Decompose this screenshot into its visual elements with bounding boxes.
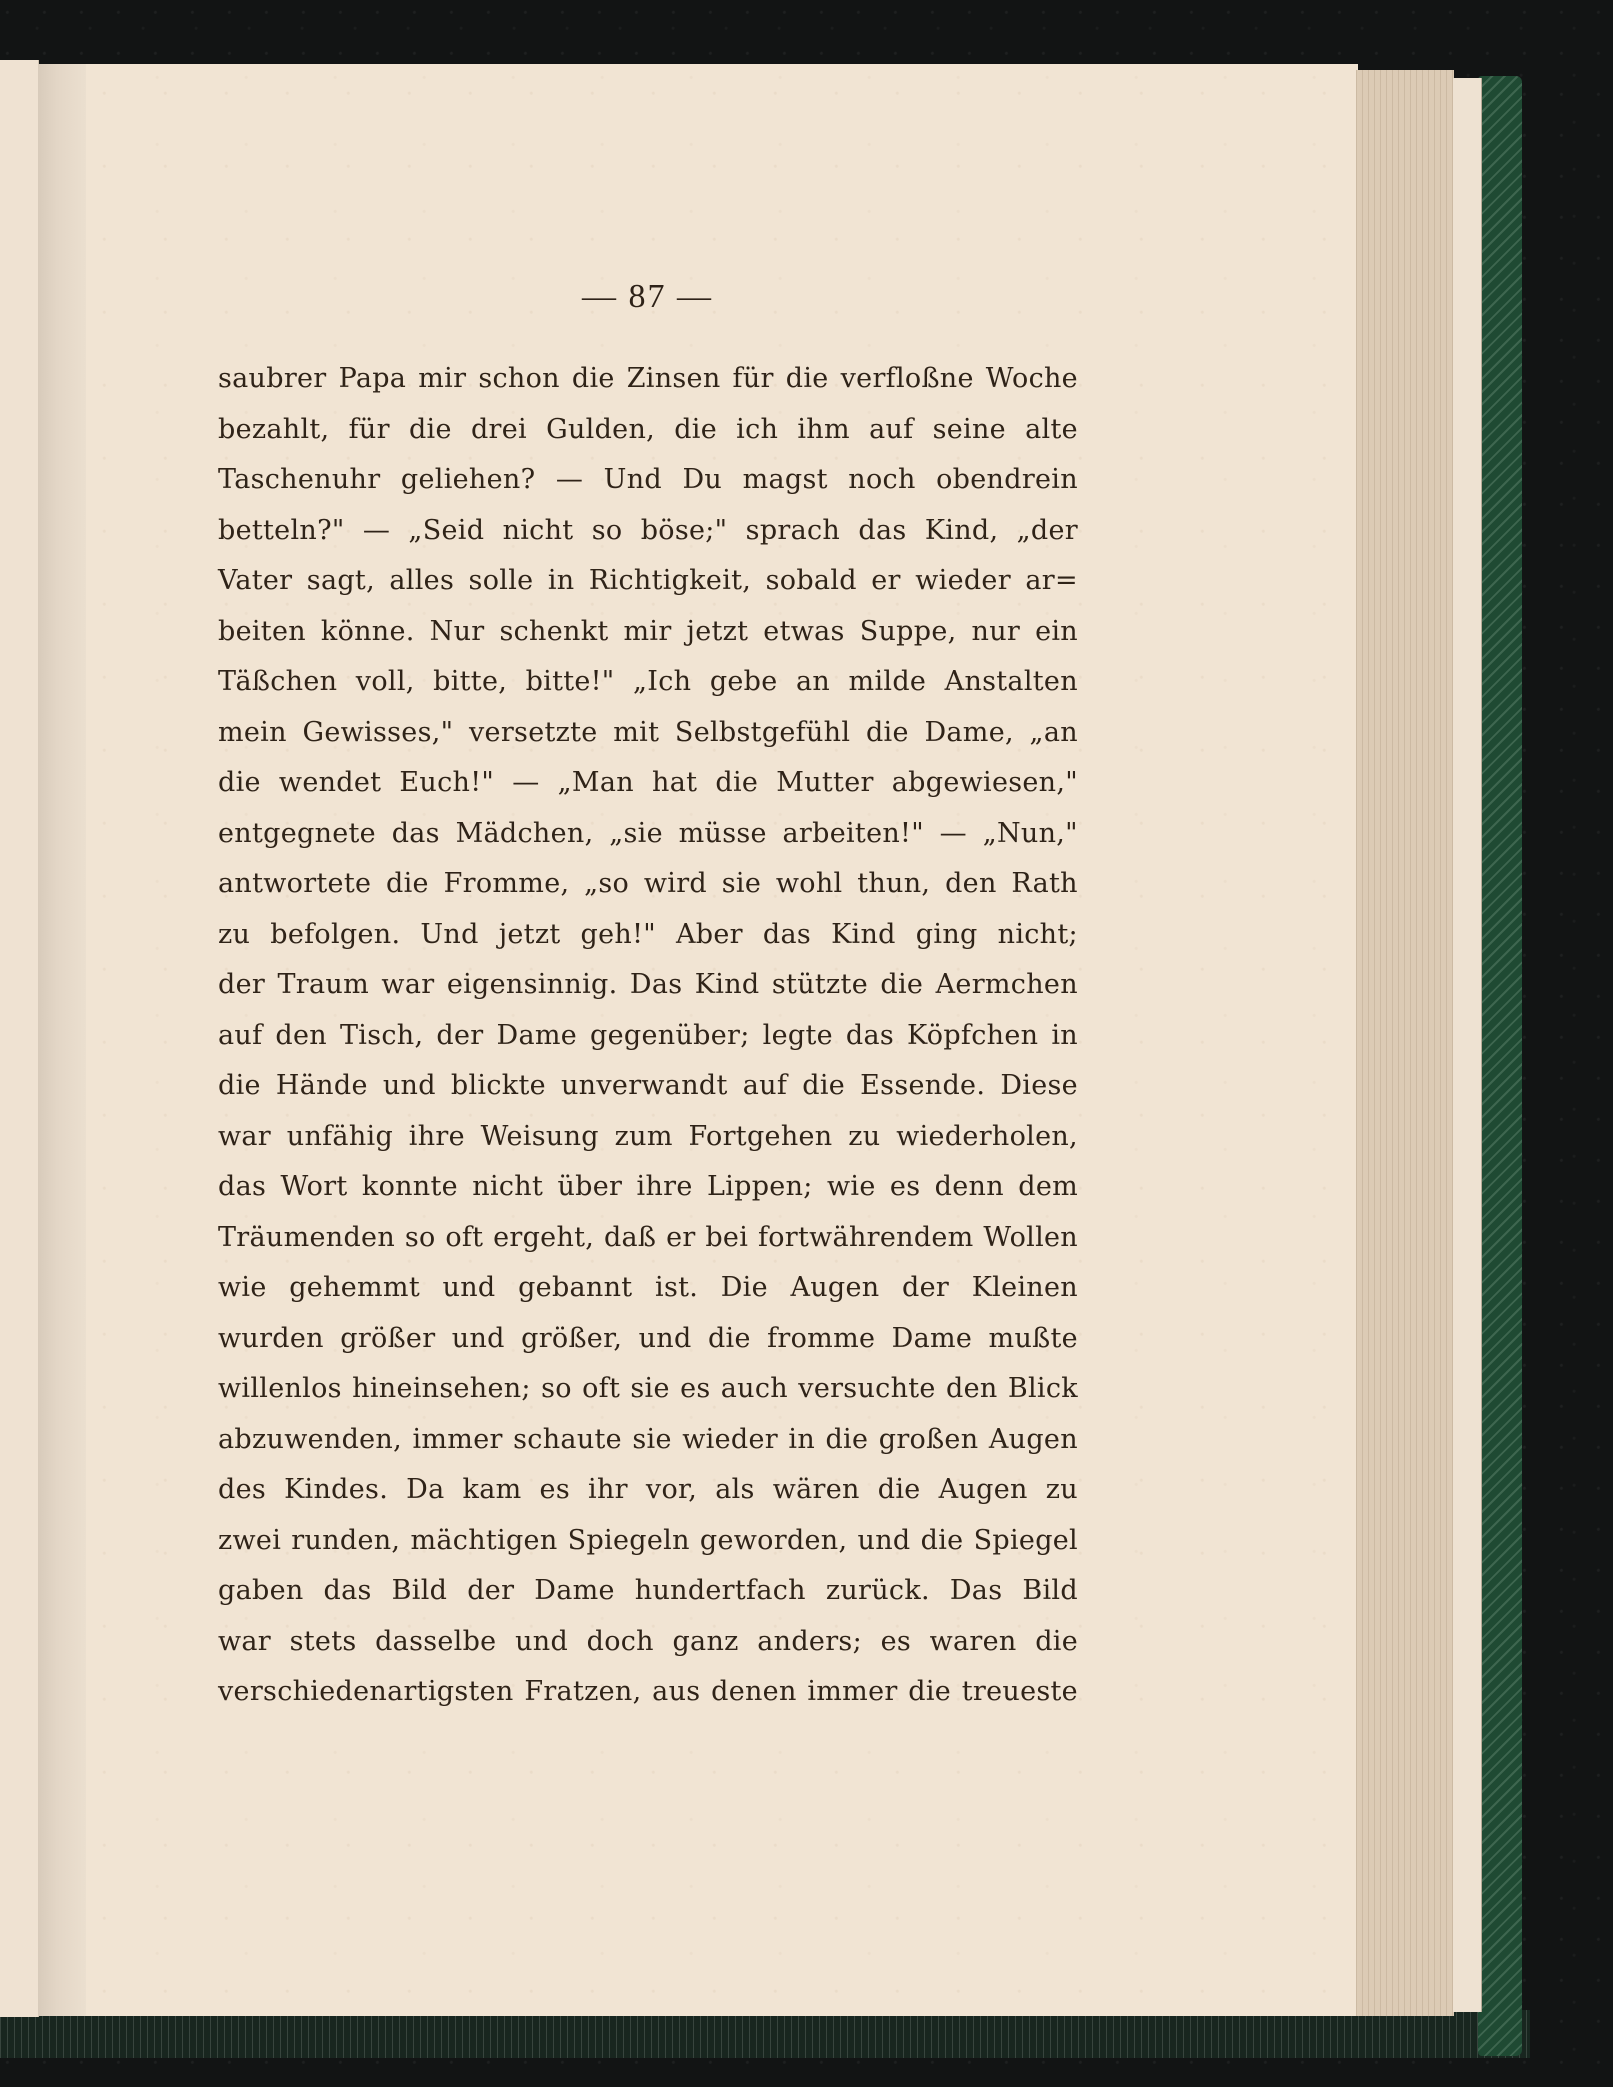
text-line — [218, 1465, 1078, 1516]
word: betteln?" — [218, 514, 345, 546]
word: ihre — [408, 1120, 465, 1152]
text-line — [218, 657, 1078, 708]
word: antwortete — [218, 868, 372, 899]
text-line — [218, 960, 1078, 1011]
word: wird — [643, 868, 707, 899]
word: „Ich — [632, 666, 692, 697]
word: stets — [289, 1625, 357, 1657]
word: Taschenuhr — [218, 464, 381, 495]
word: obendrein — [936, 464, 1078, 495]
word: immer — [807, 1676, 898, 1707]
word: es — [889, 1171, 921, 1202]
text-line — [218, 809, 1078, 860]
text-line — [218, 1566, 1078, 1617]
word: ist. — [655, 1272, 699, 1303]
word: schon — [478, 363, 560, 394]
word: die — [825, 1423, 869, 1455]
text-line — [218, 405, 1078, 456]
word: die — [218, 1070, 261, 1101]
word: „Man — [557, 767, 634, 798]
word: war — [381, 969, 435, 1000]
text-line — [218, 1162, 1078, 1213]
word: auch — [720, 1373, 788, 1404]
word: die — [785, 363, 829, 394]
word: dem — [1018, 1171, 1078, 1202]
word: befolgen. — [270, 918, 401, 950]
book-cover-bottom-edge — [0, 2010, 1530, 2058]
word: treueste — [961, 1676, 1078, 1707]
word: sobald — [765, 565, 857, 596]
word: auf — [218, 1019, 263, 1051]
word: mein — [218, 716, 287, 748]
word: willenlos — [218, 1373, 342, 1404]
word: wären — [772, 1474, 860, 1505]
word: Kind — [831, 918, 896, 950]
word: Tisch, — [339, 1019, 424, 1051]
word: Wollen — [983, 1221, 1078, 1253]
word: Spiegeln — [567, 1524, 690, 1556]
word: nur — [971, 615, 1021, 647]
word: — — [512, 767, 540, 798]
word: es — [880, 1625, 912, 1657]
word: aus — [652, 1676, 701, 1707]
text-line — [218, 1364, 1078, 1415]
word: für — [732, 363, 774, 394]
word: hundertfach — [634, 1575, 806, 1606]
word: Hände — [275, 1070, 368, 1101]
word: war — [218, 1625, 272, 1657]
word: Nur — [429, 615, 485, 647]
text-line — [218, 910, 1078, 961]
word: die — [218, 767, 261, 798]
text-line — [218, 758, 1078, 809]
word: saubrer — [218, 363, 327, 394]
word: bei — [705, 1221, 749, 1253]
word: Anstalten — [944, 666, 1078, 697]
word: Dame — [496, 1019, 578, 1051]
word: Papa — [338, 363, 407, 394]
word: zu — [218, 918, 251, 950]
word: abgewiesen," — [891, 767, 1078, 798]
word: Mädchen, — [455, 817, 594, 849]
word: vor, — [645, 1474, 698, 1505]
word: mit — [613, 716, 660, 748]
word: in — [547, 565, 575, 596]
word: wendet — [278, 767, 382, 798]
word: ihre — [636, 1171, 693, 1202]
word: Bild — [1022, 1575, 1078, 1606]
word: ar= — [1025, 565, 1078, 596]
word: runden, — [291, 1524, 401, 1556]
word: jetzt — [498, 918, 561, 950]
word: mir — [418, 363, 467, 394]
word: Köpfchen — [907, 1019, 1039, 1051]
word: eigensinnig. — [446, 969, 618, 1000]
word: wie — [218, 1272, 267, 1303]
word: unverwandt — [560, 1070, 728, 1101]
word: nicht — [472, 1171, 544, 1202]
word: Kind — [694, 969, 760, 1000]
word: die — [715, 767, 759, 798]
word: dasselbe — [375, 1625, 497, 1657]
text-line — [218, 1667, 1078, 1718]
word: ihm — [797, 413, 850, 445]
word: er — [871, 565, 901, 596]
word: die — [802, 1070, 846, 1101]
text-line — [218, 607, 1078, 658]
word: Essende. — [860, 1070, 986, 1101]
text-line — [218, 859, 1078, 910]
word: es — [539, 1474, 570, 1505]
word: Fortgehen — [688, 1120, 833, 1152]
text-line — [218, 506, 1078, 557]
book-cover-green — [1478, 76, 1522, 2056]
word: sagt, — [306, 565, 375, 596]
word: Richtigkeit, — [588, 565, 752, 596]
word: so — [591, 514, 623, 546]
word: gebannt — [518, 1272, 633, 1303]
word: an — [796, 666, 831, 697]
word: „sie — [609, 817, 663, 849]
word: Diese — [1000, 1070, 1078, 1101]
last-leaf-edge — [1453, 78, 1482, 2012]
word: oft — [445, 1221, 484, 1253]
word: nicht — [502, 514, 574, 546]
word: Du — [682, 464, 723, 495]
word: Selbstgefühl — [674, 716, 851, 748]
word: verschiedenartigsten — [218, 1676, 514, 1707]
word: die — [386, 868, 429, 899]
word: „Nun," — [982, 817, 1078, 849]
word: könne. — [320, 615, 415, 647]
word: Dame, — [924, 716, 1014, 748]
word: bezahlt, — [218, 413, 330, 445]
word: auf — [869, 413, 914, 445]
word: die — [707, 1322, 751, 1354]
word: noch — [848, 464, 916, 495]
word: thun, — [857, 868, 931, 899]
word: konnte — [361, 1171, 458, 1202]
word: Blick — [1007, 1373, 1078, 1404]
word: stützte — [771, 969, 868, 1000]
word: Vater — [218, 565, 293, 596]
word: Gulden, — [546, 413, 656, 445]
word: fortwährendem — [757, 1221, 974, 1253]
text-line — [218, 1617, 1078, 1668]
body-text — [218, 354, 1078, 1718]
word: die — [408, 413, 452, 445]
word: müsse — [678, 817, 767, 849]
word: Aermchen — [935, 969, 1078, 1000]
word: Woche — [985, 363, 1078, 394]
word: hineinsehen; — [352, 1373, 531, 1404]
word: verfloßne — [840, 363, 974, 394]
word: Und — [603, 464, 662, 495]
word: wiederholen, — [896, 1120, 1078, 1152]
word: ein — [1035, 615, 1078, 647]
word: waren — [929, 1625, 1017, 1657]
word: Augen — [938, 1474, 1028, 1505]
word: der — [436, 1019, 484, 1051]
word: und — [442, 1272, 496, 1303]
word: anders; — [757, 1625, 862, 1657]
page-gutter-shadow — [38, 64, 86, 2016]
word: sie — [721, 868, 762, 899]
word: Augen — [988, 1423, 1078, 1455]
word: das — [391, 817, 440, 849]
text-line — [218, 1516, 1078, 1567]
text-line — [218, 708, 1078, 759]
word: Und — [420, 918, 479, 950]
word: das — [762, 918, 812, 950]
text-line — [218, 1213, 1078, 1264]
word: jetzt — [686, 615, 749, 647]
word: ergeht, — [493, 1221, 595, 1253]
word: Da — [406, 1474, 445, 1505]
text-line — [218, 1415, 1078, 1466]
word: den — [945, 868, 997, 899]
word: ich — [736, 413, 779, 445]
word: ihr — [588, 1474, 628, 1505]
word: drei — [470, 413, 527, 445]
word: so — [541, 1373, 572, 1404]
word: seine — [932, 413, 1006, 445]
word: denen — [711, 1676, 797, 1707]
word: nicht; — [997, 918, 1078, 950]
word: wohl — [775, 868, 843, 899]
word: immer — [412, 1423, 503, 1455]
word: Dame — [534, 1575, 615, 1606]
word: die — [674, 413, 718, 445]
word: alte — [1025, 413, 1078, 445]
word: gehemmt — [289, 1272, 420, 1303]
word: bitte!" — [525, 666, 615, 697]
word: war — [218, 1120, 272, 1152]
word: des — [218, 1474, 267, 1505]
word: Täßchen — [218, 666, 338, 697]
word: wurden — [218, 1322, 324, 1354]
word: geh!" — [580, 918, 656, 950]
word: größer, — [521, 1322, 623, 1354]
word: Fromme, — [443, 868, 570, 899]
word: Bild — [391, 1575, 448, 1606]
word: geworden, — [699, 1524, 848, 1556]
word: Dame — [891, 1322, 973, 1354]
word: die — [880, 969, 924, 1000]
word: fromme — [767, 1322, 876, 1354]
word: geliehen? — [400, 464, 536, 495]
word: entgegnete — [218, 817, 376, 849]
word: schenkt — [499, 615, 609, 647]
word: beiten — [218, 615, 306, 647]
word: bitte, — [433, 666, 508, 697]
page-number: — 87 — — [582, 278, 713, 315]
word: das — [323, 1575, 372, 1606]
word: Wort — [280, 1171, 348, 1202]
word: und — [382, 1070, 436, 1101]
word: schaute — [513, 1423, 622, 1455]
word: die — [865, 716, 909, 748]
word: Das — [629, 969, 683, 1000]
word: Kind, — [924, 514, 999, 546]
word: solle — [468, 565, 534, 596]
word: abzuwenden, — [218, 1423, 403, 1455]
word: zum — [614, 1120, 673, 1152]
word: und — [638, 1322, 692, 1354]
word: magst — [742, 464, 828, 495]
word: der — [467, 1575, 515, 1606]
word: das — [858, 514, 907, 546]
word: „an — [1029, 716, 1078, 748]
word: sprach — [745, 514, 841, 546]
word: gebe — [709, 666, 778, 697]
word: das — [218, 1171, 267, 1202]
word: es — [680, 1373, 711, 1404]
text-line — [218, 1061, 1078, 1112]
text-line — [218, 1314, 1078, 1365]
word: wieder — [682, 1423, 778, 1455]
word: Gewisses," — [302, 716, 454, 748]
word: versuchte — [798, 1373, 936, 1404]
word: Traum — [277, 969, 369, 1000]
word: über — [557, 1171, 623, 1202]
word: Kindes. — [284, 1474, 389, 1505]
word: so — [404, 1221, 436, 1253]
word: — — [362, 514, 391, 546]
word: unfähig — [286, 1120, 394, 1152]
word: die — [1035, 1625, 1078, 1657]
page-stack-edge — [1356, 70, 1454, 2016]
word: daß — [603, 1221, 657, 1253]
word: blickte — [450, 1070, 546, 1101]
word: Rath — [1011, 868, 1078, 899]
word: böse;" — [640, 514, 728, 546]
word: doch — [586, 1625, 654, 1657]
word: „so — [584, 868, 630, 899]
word: Weisung — [480, 1120, 599, 1152]
word: „der — [1016, 514, 1078, 546]
text-line — [218, 354, 1078, 405]
word: Lippen; — [706, 1171, 813, 1202]
text-line — [218, 1011, 1078, 1062]
word: gaben — [218, 1575, 304, 1606]
word: sie — [630, 1373, 670, 1404]
word: den — [945, 1373, 998, 1404]
word: in — [788, 1423, 816, 1455]
word: Euch!" — [399, 767, 495, 798]
word: Aber — [676, 918, 743, 950]
word: sie — [632, 1423, 672, 1455]
word: ganz — [672, 1625, 739, 1657]
word: die — [908, 1676, 952, 1707]
word: das — [845, 1019, 895, 1051]
word: großen — [878, 1423, 979, 1455]
word: etwas — [763, 615, 845, 647]
word: gegenüber; — [590, 1019, 750, 1051]
word: voll, — [355, 666, 415, 697]
word: Das — [949, 1575, 1003, 1606]
word: zwei — [218, 1524, 282, 1556]
word: mir — [623, 615, 672, 647]
left-facing-page-edge — [0, 60, 39, 2017]
word: Fratzen, — [524, 1676, 642, 1707]
word: milde — [848, 666, 927, 697]
word: den — [275, 1019, 327, 1051]
text-line — [218, 1263, 1078, 1314]
word: Spiegel — [973, 1524, 1078, 1556]
word: der — [902, 1272, 950, 1303]
word: hat — [652, 767, 698, 798]
word: die — [920, 1524, 964, 1556]
text-line — [218, 556, 1078, 607]
word: versetzte — [469, 716, 598, 748]
word: alles — [389, 565, 455, 596]
word: Zinsen — [626, 363, 721, 394]
word: und — [451, 1322, 505, 1354]
word: mußte — [988, 1322, 1078, 1354]
word: die — [571, 363, 615, 394]
word: Kleinen — [971, 1272, 1078, 1303]
word: — — [555, 464, 584, 495]
word: Augen — [790, 1272, 880, 1303]
word: legte — [762, 1019, 833, 1051]
word: zurück. — [825, 1575, 930, 1606]
word: zu — [1045, 1474, 1078, 1505]
word: wieder — [915, 565, 1011, 596]
word: — — [939, 817, 967, 849]
word: Die — [720, 1272, 768, 1303]
word: die — [877, 1474, 921, 1505]
word: kam — [462, 1474, 522, 1505]
word: und — [857, 1524, 911, 1556]
word: Träumenden — [218, 1221, 396, 1253]
word: auf — [742, 1070, 788, 1101]
word: mächtigen — [410, 1524, 558, 1556]
word: „Seid — [408, 514, 485, 546]
text-line — [218, 1112, 1078, 1163]
word: für — [348, 413, 390, 445]
word: ging — [915, 918, 978, 950]
word: Suppe, — [859, 615, 957, 647]
word: zu — [848, 1120, 881, 1152]
word: in — [1051, 1019, 1078, 1051]
word: als — [715, 1474, 755, 1505]
text-line — [218, 455, 1078, 506]
word: größer — [340, 1322, 436, 1354]
word: und — [515, 1625, 569, 1657]
word: oft — [582, 1373, 621, 1404]
word: denn — [934, 1171, 1004, 1202]
word: er — [666, 1221, 696, 1253]
word: Mutter — [776, 767, 874, 798]
word: wie — [826, 1171, 876, 1202]
word: arbeiten!" — [782, 817, 924, 849]
word: der — [218, 969, 266, 1000]
